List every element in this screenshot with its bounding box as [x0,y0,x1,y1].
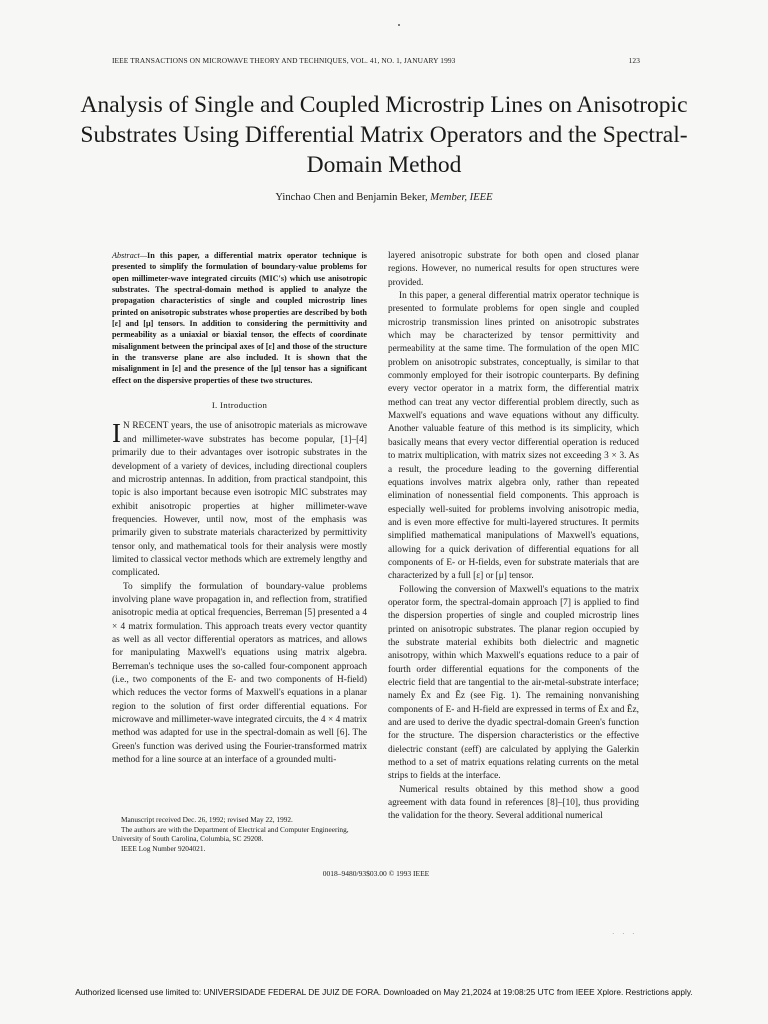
section-heading-introduction: I. Introduction [211,400,268,411]
right-paragraph-4: Numerical results obtained by this method show a good agreement with data found in references [8]–[10], thus providing the validation for the theory. Several additional numerical [388,784,639,822]
page-number: 123 [628,56,640,65]
right-paragraph-2: In this paper, a general differential matrix operator technique is presented to formulate problems for open single and coupled microstrip transmission lines printed on anisotropic substrates which may be characterized by tensor permittivity and permeability at the same time. The formulation of the open MIC problem on anisotropic substrates, conceptually, is similar to that commonly employed for their isotropic counterparts. By defining every vector operator in a matrix form, the differential matrix method can treat any vector differential problem directly, such as Maxwell's equations and wave equations without any difficulty. Another valuable feature of this method is its simplicity, which basically means that every vector differential operation is reduced to matrix multiplication, with matrix sizes not exceeding 3 × 3. As a result, the procedure leading to the governing differential equations involves matrix algebra only, rather than repeated elimination of nonessential field components. This approach is especially well-suited for problems involving anisotropic media, and is even more effective for multi-layered structures. It permits simplified mathematical manipulations of Maxwell's equations, allowing for a quick derivation of differential equations for all components of E- or H-fields, even for substrate materials that are characterized by a full [ε] or [μ] tensor. [388,291,639,582]
copyright-line: 0018–9480/93$03.00 © 1993 IEEE [322,869,430,878]
footnote-received: Manuscript received Dec. 26, 1992; revised May 22, 1992. [121,815,293,824]
abstract [112,250,367,386]
intro-paragraph-1-text: N RECENT years, the use of anisotropic materials as microwave and millimeter-wave substrates has become popular, [1]–[4] primarily due to their advantages over isotropic substrates in the development of a variety of devices, including directional couplers and microstrip antennas. In addition, from practical standpoint, this topic is also important because even isotropic MIC substrates may exhibit anisotropic properties at higher millimeter-wave frequencies. However, until now, most of the emphasis was primarily given to substrate materials characterized by permittivity tensor only, and mathematical tools for their analysis were mostly limited to classical vector methods which are extremely lengthy and complicated. [112,421,367,579]
footnote-affiliation: The authors are with the Department of Electrical and Computer Engineering, University of South Carolina, Columbia, SC 29208. [112,824,349,843]
abstract-label: Abstract— [112,251,148,260]
left-column [112,250,367,767]
intro-paragraph-1 [112,420,367,580]
authors-line [70,192,698,203]
journal-header: IEEE TRANSACTIONS ON MICROWAVE THEORY AND TECHNIQUES, VOL. 41, NO. 1, JANUARY 1993 [112,56,456,65]
scan-artifact: · · · [612,930,638,938]
author-membership: Member, IEEE [430,192,493,203]
right-paragraph-1: layered anisotropic substrate for both open and closed planar regions. However, no numerical results for open structures were provided. [388,251,639,288]
paper-title: Analysis of Single and Coupled Microstrip Lines on Anisotropic Substrates Using Differential Matrix Operators and the Spectral-Domain Method [80,92,688,178]
license-footer: Authorized licensed use limited to: UNIVERSIDADE FEDERAL DE JUIZ DE FORA. Downloaded on May 21,2024 at 19:08:25 UTC from IEEE Xplore. Restrictions apply. [75,987,693,997]
intro-paragraph-2: To simplify the formulation of boundary-value problems involving plane wave propagation in, and reflection from, stratified anisotropic media at optical frequencies, Berreman [5] presented a 4 × 4 matrix formulation. This approach treats every vector quantity as well as all vector differential operators as matrices, and allows for manipulating Maxwell's equations using matrix algebra. Berreman's technique uses the so-called four-component approach (i.e., two components of the E- and two components of H-field) which reduces the vector forms of Maxwell's equations in a planar region to the solution of first order differential equations. For microwave and millimeter-wave integrated circuits, the 4 × 4 matrix method was adapted for use in the spectral-domain as well [6]. The Green's function was derived using the Fourier-transformed matrix method for a line source at an interface of a grounded multi- [112,581,367,766]
abstract-text: In this paper, a differential matrix operator technique is presented to simplify the formulation of boundary-value problems for open millimeter-wave integrated circuits (MIC's) which use anisotropic substrates. The spectral-domain method is applied to analyze the propagation characteristics of single and coupled microstrip lines printed on anisotropic substrates whose properties are described by both [ε] and [μ] tensors. In addition to considering the permittivity and permeability as a uniaxial or biaxial tensor, the effects of coordinate misalignment between the principal axes of [ε] and those of the structure in the transverse plane are also included. It is shown that the misalignment in [ε] and the presence of the [μ] tensor has a significant effect on the dispersive properties of these two structures. [112,251,367,385]
footnote-log-number: IEEE Log Number 9204021. [121,843,206,853]
author-names: Yinchao Chen and Benjamin Beker, [275,192,428,203]
scan-speck [398,24,400,26]
footnote [112,815,367,853]
right-paragraph-3: Following the conversion of Maxwell's equations to the matrix operator form, the spectral-domain approach [7] is applied to find the dispersion properties of single and coupled microstrip lines printed on anisotropic substrates. The planar region occupied by the substrate material exhibits both dielectric and magnetic anisotropy, within which Maxwell's equations reduce to a pair of fourth order differential equations for the components of the electric field that are tangential to the air-metal-substrate interface; namely Ẽx and Ẽz (see Fig. 1). The remaining nonvanishing components of E- and H-field are expressed in terms of Ẽx and Ẽz, and are used to derive the dyadic spectral-domain Green's function for the structure. The dispersion characteristics or the effective dielectric constant (εeff) are calculated by applying the Galerkin method to a set of matrix equations relating currents on the metal strips to fields at the interface. [388,584,639,782]
right-column [388,250,639,824]
drop-cap: I [112,418,121,449]
